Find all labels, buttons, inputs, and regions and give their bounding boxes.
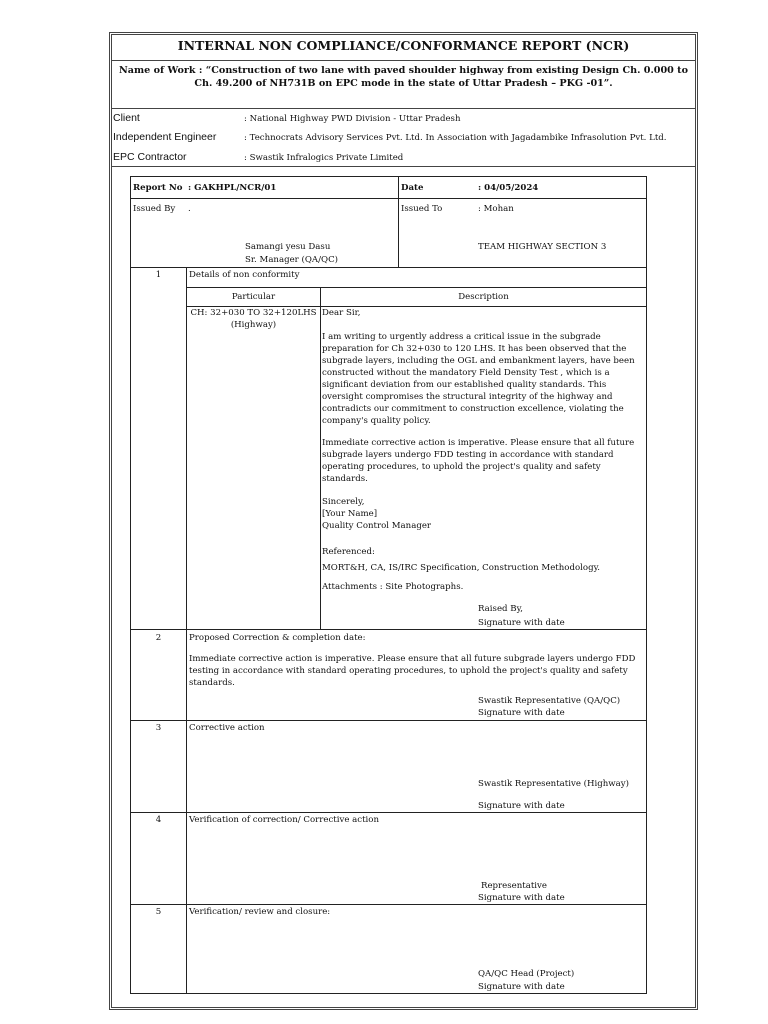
particular-location: (Highway)	[230, 320, 277, 330]
epc-contractor-value: : Swastik Infralogics Private Limited	[244, 153, 404, 163]
letter-sender-role: Quality Control Manager	[322, 521, 432, 531]
section-2-body: Immediate corrective action is imperative. Please ensure that all future subgrade layers undergo FDD testing in accordance with standard operating procedures, to uphold the project's quality and safety standards.	[189, 654, 636, 688]
section-2-number: 2	[155, 633, 162, 643]
letter-closing: Sincerely,	[322, 497, 365, 507]
referenced-value: MORT&H, CA, IS/IRC Specification, Construction Methodology.	[322, 563, 601, 573]
divider	[111, 166, 696, 167]
divider	[111, 60, 696, 61]
ncr-table	[130, 176, 647, 994]
epc-contractor-label: EPC Contractor	[113, 151, 187, 163]
letter-salutation: Dear Sir,	[322, 308, 361, 318]
independent-engineer-value: : Technocrats Advisory Services Pvt. Ltd. In Association with Jagadambike Infrasolution Pvt. Ltd.	[244, 133, 667, 143]
signature-line: Signature with date	[478, 893, 565, 903]
section-4-sign-role: Representative	[481, 881, 548, 891]
section-4-number: 4	[155, 815, 162, 825]
letter-paragraph-1: I am writing to urgently address a critical issue in the subgrade preparation for Ch 32+030 to 120 LHS. It has been observed that the subgrade layers, including the OGL and embankment layers, have been constructed without the mandatory Field Density Test , which is a significant deviation from our established quality standards. This oversight compromises the structural integrity of the highway and contradicts our commitment to construction excellence, violating the company's quality policy.	[322, 332, 635, 426]
particular-chainage: CH: 32+030 TO 32+120LHS	[190, 308, 317, 318]
section-5-sign-role: QA/QC Head (Project)	[478, 969, 575, 979]
independent-engineer-label: Independent Engineer	[113, 131, 217, 143]
section-5-title: Verification/ review and closure:	[189, 907, 331, 917]
date-value: : 04/05/2024	[478, 183, 539, 193]
issued-by-name: Samangi yesu Dasu	[245, 242, 331, 252]
report-no-label: Report No	[133, 183, 183, 193]
report-title: INTERNAL NON COMPLIANCE/CONFORMANCE REPORT (NCR)	[177, 38, 630, 53]
column-header-particular: Particular	[231, 292, 276, 302]
section-1-number: 1	[155, 270, 162, 280]
signature-line: Signature with date	[478, 708, 565, 718]
issued-to-team: TEAM HIGHWAY SECTION 3	[478, 242, 607, 252]
client-label: Client	[113, 112, 140, 124]
section-3-title: Corrective action	[189, 723, 265, 733]
issued-to-value: : Mohan	[478, 204, 514, 214]
section-1-title: Details of non conformity	[189, 270, 300, 280]
section-4-title: Verification of correction/ Corrective action	[189, 815, 379, 825]
section-3-sign-role: Swastik Representative (Highway)	[478, 779, 629, 789]
referenced-label: Referenced:	[322, 547, 375, 557]
name-of-work: Name of Work : “Construction of two lane with paved shoulder highway from existing Design Ch. 0.000 to Ch. 49.200 of NH731B on EPC mode in the state of Uttar Pradesh – PKG -01”.	[119, 65, 688, 89]
signature-line: Signature with date	[478, 982, 565, 992]
section-2-sign-role: Swastik Representative (QA/QC)	[478, 696, 621, 706]
issued-to-label: Issued To	[401, 204, 443, 214]
section-2-title: Proposed Correction & completion date:	[189, 633, 366, 643]
client-value: : National Highway PWD Division - Uttar Pradesh	[244, 114, 461, 124]
letter-paragraph-2: Immediate corrective action is imperative. Please ensure that all future subgrade layers undergo FDD testing in accordance with standard operating procedures, to uphold the project's quality and safety standards.	[322, 438, 635, 484]
section-5-number: 5	[155, 907, 162, 917]
issued-by-value: .	[188, 204, 191, 214]
issued-by-role: Sr. Manager (QA/QC)	[245, 255, 338, 265]
column-header-description: Description	[458, 292, 509, 302]
raised-by: Raised By,	[478, 604, 524, 614]
report-no-value: : GAKHPL/NCR/01	[188, 183, 277, 193]
signature-line: Signature with date	[478, 801, 565, 811]
issued-by-label: Issued By	[133, 204, 176, 214]
section-3-number: 3	[155, 723, 162, 733]
letter-sender-name: [Your Name]	[322, 509, 378, 519]
signature-line: Signature with date	[478, 618, 565, 628]
divider	[111, 108, 696, 109]
attachments: Attachments : Site Photographs.	[322, 582, 464, 592]
date-label: Date	[401, 183, 424, 193]
